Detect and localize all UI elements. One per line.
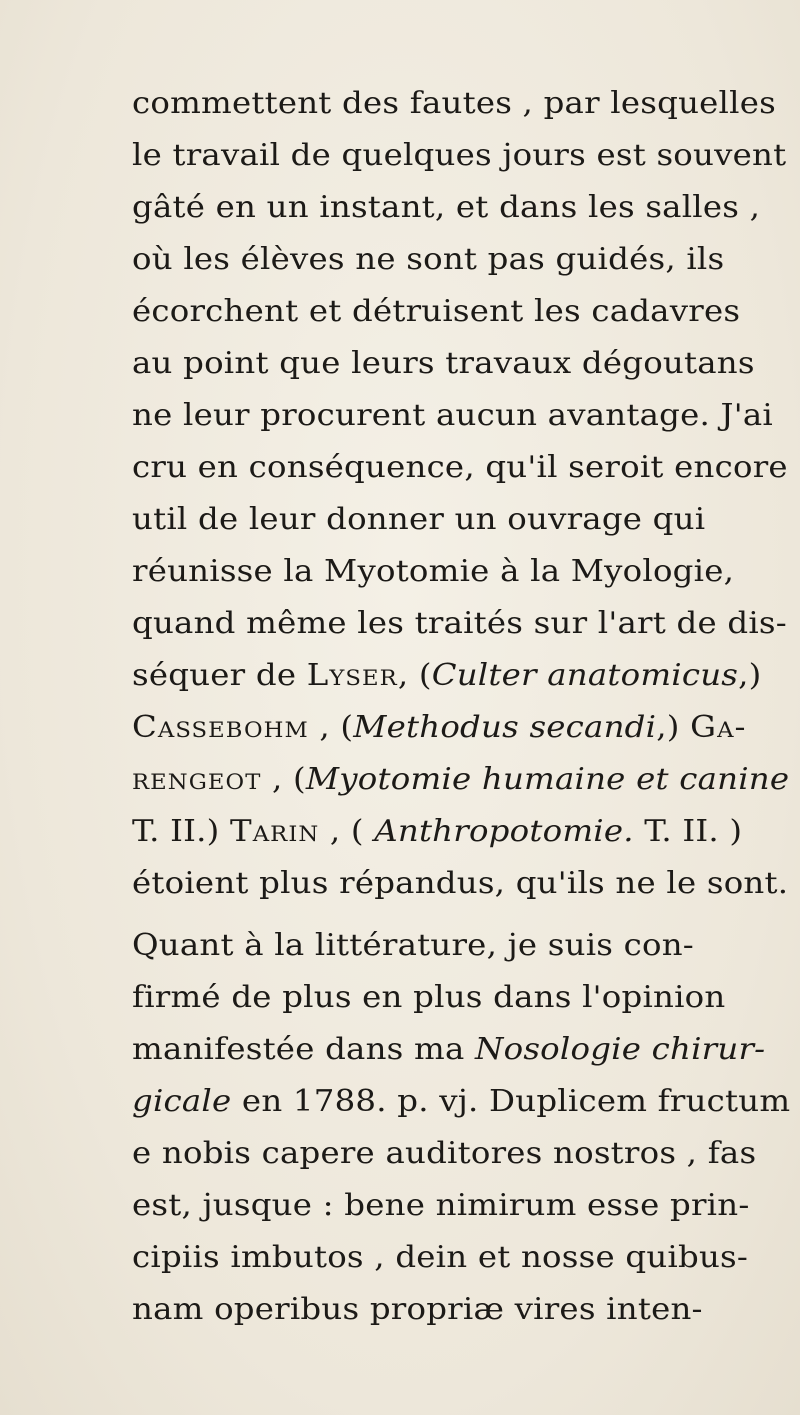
text-segment: ne leur procurent aucun avantage. J'ai <box>132 398 773 433</box>
text-line <box>132 182 760 234</box>
text-line <box>132 234 724 286</box>
text-line <box>132 598 787 650</box>
text-segment: , ( <box>319 814 375 849</box>
text-segment: Tarin <box>230 814 320 849</box>
text-segment: Methodus secandi <box>353 710 657 745</box>
text-segment: , ( <box>308 710 354 745</box>
text-segment: ,) <box>738 658 762 693</box>
text-segment: T. II. ) <box>633 814 743 849</box>
text-segment: Myotomie humaine et canine <box>305 762 790 797</box>
text-segment: séquer de <box>132 658 307 693</box>
text-line <box>132 546 734 598</box>
text-segment: cru en conséquence, qu'il seroit encore <box>132 450 788 485</box>
text-line <box>132 920 694 972</box>
text-line <box>132 972 725 1024</box>
text-line <box>132 1180 750 1232</box>
text-segment: manifestée dans ma <box>132 1032 476 1067</box>
text-segment: quand même les traités sur l'art de dis- <box>132 606 787 641</box>
text-segment: , ( <box>397 658 432 693</box>
text-segment: rengeot <box>132 762 262 797</box>
text-line <box>132 806 742 858</box>
text-segment: réunisse la Myotomie à la Myologie, <box>132 554 735 589</box>
text-segment: Anthropotomie. <box>374 814 634 849</box>
text-segment: nam operibus propriæ vires inten- <box>132 1292 703 1327</box>
text-line <box>132 286 740 338</box>
text-segment: Lyser <box>306 658 398 693</box>
text-line <box>132 858 788 910</box>
text-line <box>132 1076 790 1128</box>
text-segment: Ga- <box>690 710 747 745</box>
text-line <box>132 650 762 702</box>
text-line <box>132 442 788 494</box>
text-segment: , ( <box>261 762 306 797</box>
text-segment: le travail de quelques jours est souvent <box>132 138 787 173</box>
text-line <box>132 1232 748 1284</box>
text-segment: étoient plus répandus, qu'ils ne le sont. <box>132 866 789 901</box>
text-segment: firmé de plus en plus dans l'opinion <box>132 980 726 1015</box>
text-segment: gâté en un instant, et dans les salles , <box>132 190 761 225</box>
text-segment: cipiis imbutos , dein et nosse quibus- <box>132 1240 749 1275</box>
text-segment: e nobis capere auditores nostros , fas <box>132 1136 757 1171</box>
text-line <box>132 78 776 130</box>
text-segment: Nosologie chirur- <box>475 1032 766 1067</box>
text-line <box>132 338 755 390</box>
text-line <box>132 1284 703 1336</box>
text-segment: Culter anatomicus <box>431 658 739 693</box>
text-segment: ,) <box>656 710 691 745</box>
text-segment: gicale <box>132 1084 232 1119</box>
text-segment: T. II.) <box>132 814 231 849</box>
text-segment: où les élèves ne sont pas guidés, ils <box>132 242 725 277</box>
text-segment: commettent des fautes , par lesquelles <box>132 86 776 121</box>
text-line <box>132 1128 756 1180</box>
text-line <box>132 754 789 806</box>
text-segment: Quant à la littérature, je suis con- <box>132 928 694 963</box>
text-segment: au point que leurs travaux dégoutans <box>132 346 755 381</box>
text-segment: écorchent et détruisent les cadavres <box>132 294 741 329</box>
text-segment: Cassebohm <box>132 710 309 745</box>
text-segment: util de leur donner un ouvrage qui <box>132 502 706 537</box>
text-line <box>132 702 747 754</box>
text-line <box>132 390 773 442</box>
text-line <box>132 1024 765 1076</box>
text-segment: en 1788. p. vj. Duplicem fructum <box>231 1084 791 1119</box>
text-line <box>132 130 786 182</box>
text-segment: est, jusque : bene nimirum esse prin- <box>132 1188 750 1223</box>
text-line <box>132 494 705 546</box>
